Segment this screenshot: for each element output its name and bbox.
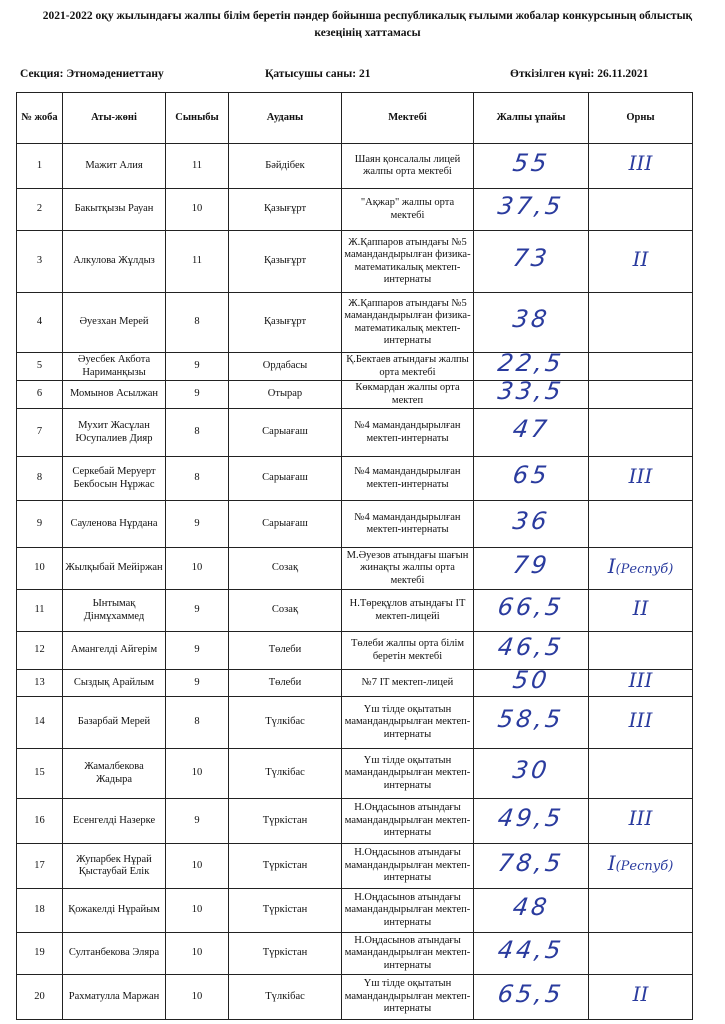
table-row	[17, 844, 693, 889]
place-cell	[589, 632, 693, 670]
handwritten-place: III	[628, 463, 653, 488]
grade-cell: 10	[166, 975, 229, 1020]
district-cell: Төлеби	[229, 632, 342, 670]
district-cell: Созақ	[229, 590, 342, 632]
school-cell: №7 IT мектеп-лицей	[342, 670, 474, 697]
student-name: Мажит Алия	[63, 144, 166, 189]
table-row	[17, 933, 693, 975]
place-cell	[589, 670, 693, 697]
score-cell	[474, 144, 589, 189]
results-table	[16, 92, 693, 1020]
score-cell	[474, 799, 589, 844]
school-cell: Үш тілде оқытатын мамандандырылған мектеп-интернаты	[342, 749, 474, 799]
table-row	[17, 590, 693, 632]
school-cell: Н.Оңдасынов атындағы мамандандырылған мектеп-интернаты	[342, 844, 474, 889]
row-number: 4	[17, 293, 63, 353]
student-name: Жупарбек Нұрай Қыстаубай Елік	[63, 844, 166, 889]
table-row	[17, 889, 693, 933]
grade-cell: 8	[166, 457, 229, 501]
handwritten-score: 78,5	[496, 848, 566, 877]
row-number: 5	[17, 353, 63, 381]
student-name: Есенгелді Назерке	[63, 799, 166, 844]
place-cell	[589, 231, 693, 293]
district-cell: Түлкібас	[229, 697, 342, 749]
handwritten-place: I	[607, 851, 616, 876]
handwritten-score: 22,5	[496, 349, 566, 378]
district-cell: Түлкібас	[229, 749, 342, 799]
held-date: Өткізілген күні: 26.11.2021	[510, 68, 649, 80]
grade-cell: 10	[166, 889, 229, 933]
student-name: Бакытқызы Рауан	[63, 189, 166, 231]
score-cell	[474, 548, 589, 590]
school-cell: №4 мамандандырылған мектеп-интернаты	[342, 409, 474, 457]
student-name: Рахматулла Маржан	[63, 975, 166, 1020]
school-cell: №4 мамандандырылған мектеп-интернаты	[342, 457, 474, 501]
handwritten-score: 44,5	[496, 936, 566, 965]
table-row	[17, 501, 693, 548]
col-header-place: Орны	[589, 93, 693, 144]
row-number: 11	[17, 590, 63, 632]
school-cell: М.Әуезов атындағы шағын жинақты жалпы орта мектебі	[342, 548, 474, 590]
district-cell: Қазығұрт	[229, 189, 342, 231]
col-header-no: № жоба	[17, 93, 63, 144]
section-label: Секция: Этномәдениеттану	[20, 68, 164, 80]
school-cell: "Ақжар" жалпы орта мектебі	[342, 189, 474, 231]
place-cell	[589, 353, 693, 381]
document-title	[40, 8, 695, 42]
place-cell	[589, 189, 693, 231]
school-cell: Үш тілде оқытатын мамандандырылған мектеп-интернаты	[342, 975, 474, 1020]
school-cell: Үш тілде оқытатын мамандандырылған мектеп-интернаты	[342, 697, 474, 749]
school-cell: Көкмардан жалпы орта мектеп	[342, 381, 474, 409]
title-line-2: кезеңінің хаттамасы	[314, 27, 421, 39]
table-row	[17, 144, 693, 189]
district-cell: Түркістан	[229, 799, 342, 844]
district-cell: Түркістан	[229, 933, 342, 975]
grade-cell: 10	[166, 749, 229, 799]
district-cell: Сарыағаш	[229, 409, 342, 457]
student-name: Алкулова Жұлдыз	[63, 231, 166, 293]
district-cell: Созақ	[229, 548, 342, 590]
handwritten-place: II	[632, 595, 649, 620]
score-cell	[474, 844, 589, 889]
row-number: 6	[17, 381, 63, 409]
table-row	[17, 632, 693, 670]
district-cell: Ордабасы	[229, 353, 342, 381]
grade-cell: 9	[166, 501, 229, 548]
row-number: 7	[17, 409, 63, 457]
district-cell: Түркістан	[229, 889, 342, 933]
row-number: 15	[17, 749, 63, 799]
participants-count: Қатысушы саны: 21	[265, 68, 371, 80]
place-cell	[589, 975, 693, 1020]
handwritten-score: 46,5	[496, 633, 566, 662]
student-name: Әуесбек Акбота Нариманқызы	[63, 353, 166, 381]
handwritten-score: 73	[510, 244, 552, 273]
student-name: Жылқыбай Мейіржан	[63, 548, 166, 590]
row-number: 20	[17, 975, 63, 1020]
handwritten-score: 50	[510, 665, 552, 694]
table-row	[17, 381, 693, 409]
place-cell	[589, 457, 693, 501]
handwritten-place: I	[607, 553, 616, 578]
grade-cell: 9	[166, 632, 229, 670]
table-row	[17, 231, 693, 293]
row-number: 17	[17, 844, 63, 889]
handwritten-place: III	[628, 707, 653, 732]
row-number: 8	[17, 457, 63, 501]
handwritten-place-note: (Респуб)	[615, 859, 674, 875]
school-cell: Қ.Бектаев атындағы жалпы орта мектебі	[342, 353, 474, 381]
row-number: 16	[17, 799, 63, 844]
student-name: Момынов Асылжан	[63, 381, 166, 409]
score-cell	[474, 665, 589, 697]
row-number: 12	[17, 632, 63, 670]
school-cell: Ж.Қаппаров атындағы №5 мамандандырылған физика-математикалық мектеп-интернаты	[342, 293, 474, 353]
score-cell	[474, 501, 589, 548]
handwritten-place: III	[628, 806, 653, 831]
score-cell	[474, 749, 589, 799]
handwritten-score: 38	[510, 305, 552, 334]
handwritten-score: 79	[510, 551, 552, 580]
col-header-grade: Сыныбы	[166, 93, 229, 144]
school-cell: Н.Оңдасынов атындағы мамандандырылған мектеп-интернаты	[342, 889, 474, 933]
row-number: 3	[17, 231, 63, 293]
score-cell	[474, 933, 589, 975]
student-name: Серкебай Меруерт Бекбосын Нұржас	[63, 457, 166, 501]
grade-cell: 8	[166, 409, 229, 457]
district-cell: Бәйдібек	[229, 144, 342, 189]
place-cell	[589, 844, 693, 889]
handwritten-score: 37,5	[496, 192, 566, 221]
row-number: 10	[17, 548, 63, 590]
place-cell	[589, 799, 693, 844]
col-header-name: Аты-жөні	[63, 93, 166, 144]
handwritten-place: III	[628, 668, 653, 693]
school-cell: Төлеби жалпы орта білім беретін мектебі	[342, 632, 474, 670]
score-cell	[474, 889, 589, 933]
grade-cell: 9	[166, 381, 229, 409]
student-name: Мухит Жасұлан Юсупалиев Дияр	[63, 409, 166, 457]
score-cell	[474, 457, 589, 501]
grade-cell: 11	[166, 231, 229, 293]
handwritten-score: 30	[510, 756, 552, 785]
student-name: Султанбекова Эляра	[63, 933, 166, 975]
student-name: Жамалбекова Жадыра	[63, 749, 166, 799]
district-cell: Түлкібас	[229, 975, 342, 1020]
score-cell	[474, 189, 589, 231]
row-number: 14	[17, 697, 63, 749]
handwritten-place: II	[632, 982, 649, 1007]
handwritten-score: 36	[510, 506, 552, 535]
handwritten-score: 65	[510, 461, 552, 490]
table-row	[17, 353, 693, 381]
grade-cell: 10	[166, 933, 229, 975]
col-header-score: Жалпы ұпайы	[474, 93, 589, 144]
grade-cell: 9	[166, 590, 229, 632]
district-cell: Түркістан	[229, 844, 342, 889]
district-cell: Сарыағаш	[229, 457, 342, 501]
place-cell	[589, 501, 693, 548]
col-header-school: Мектебі	[342, 93, 474, 144]
handwritten-score: 58,5	[496, 705, 566, 734]
table-row	[17, 975, 693, 1020]
place-cell	[589, 749, 693, 799]
handwritten-score: 48	[510, 893, 552, 922]
col-header-district: Ауданы	[229, 93, 342, 144]
student-name: Амангелді Айгерім	[63, 632, 166, 670]
handwritten-score: 47	[510, 415, 552, 444]
score-cell	[474, 231, 589, 293]
row-number: 2	[17, 189, 63, 231]
handwritten-score: 33,5	[496, 377, 566, 406]
table-body	[17, 144, 693, 1020]
table-row	[17, 409, 693, 457]
place-cell	[589, 409, 693, 457]
grade-cell: 8	[166, 293, 229, 353]
handwritten-score: 65,5	[496, 979, 566, 1008]
place-cell	[589, 889, 693, 933]
handwritten-place: II	[632, 246, 649, 271]
score-cell	[474, 632, 589, 670]
student-name: Ынтымақ Дінмұхаммед	[63, 590, 166, 632]
student-name: Әуезхан Мерей	[63, 293, 166, 353]
table-row	[17, 457, 693, 501]
grade-cell: 10	[166, 844, 229, 889]
school-cell: Шаян қонсалалы лицей жалпы орта мектебі	[342, 144, 474, 189]
handwritten-place: III	[628, 151, 653, 176]
student-name: Сауленова Нұрдана	[63, 501, 166, 548]
grade-cell: 8	[166, 697, 229, 749]
student-name: Сыздық Арайлым	[63, 670, 166, 697]
school-cell: Ж.Қаппаров атындағы №5 мамандандырылған физика-математикалық мектеп-интернаты	[342, 231, 474, 293]
school-cell: Н.Төреқұлов атындағы IT мектеп-лицейі	[342, 590, 474, 632]
handwritten-score: 66,5	[496, 593, 566, 622]
place-cell	[589, 590, 693, 632]
place-cell	[589, 381, 693, 409]
score-cell	[474, 409, 589, 457]
grade-cell: 9	[166, 799, 229, 844]
table-row	[17, 799, 693, 844]
score-cell	[474, 697, 589, 749]
place-cell	[589, 293, 693, 353]
score-cell	[474, 377, 589, 409]
table-row	[17, 548, 693, 590]
place-cell	[589, 548, 693, 590]
district-cell: Қазығұрт	[229, 231, 342, 293]
school-cell: №4 мамандандырылған мектеп-интернаты	[342, 501, 474, 548]
place-cell	[589, 144, 693, 189]
place-cell	[589, 933, 693, 975]
grade-cell: 10	[166, 189, 229, 231]
row-number: 13	[17, 670, 63, 697]
handwritten-score: 49,5	[496, 803, 566, 832]
district-cell: Сарыағаш	[229, 501, 342, 548]
score-cell	[474, 975, 589, 1020]
row-number: 9	[17, 501, 63, 548]
district-cell: Төлеби	[229, 670, 342, 697]
school-cell: Н.Оңдасынов атындағы мамандандырылған мектеп-интернаты	[342, 933, 474, 975]
table-row	[17, 749, 693, 799]
score-cell	[474, 590, 589, 632]
row-number: 1	[17, 144, 63, 189]
score-cell	[474, 293, 589, 353]
district-cell: Отырар	[229, 381, 342, 409]
table-row	[17, 697, 693, 749]
table-row	[17, 670, 693, 697]
grade-cell: 10	[166, 548, 229, 590]
grade-cell: 11	[166, 144, 229, 189]
handwritten-place-note: (Респуб)	[615, 561, 674, 577]
table-row	[17, 293, 693, 353]
place-cell	[589, 697, 693, 749]
grade-cell: 9	[166, 353, 229, 381]
student-name: Базарбай Мерей	[63, 697, 166, 749]
row-number: 19	[17, 933, 63, 975]
grade-cell: 9	[166, 670, 229, 697]
handwritten-score: 55	[510, 148, 552, 177]
school-cell: Н.Оңдасынов атындағы мамандандырылған мектеп-интернаты	[342, 799, 474, 844]
district-cell: Қазығұрт	[229, 293, 342, 353]
table-row	[17, 189, 693, 231]
table-header-row	[17, 93, 693, 144]
title-line-1: 2021-2022 оқу жылындағы жалпы білім беретін пәндер бойынша республикалық ғылыми жобалар конкурсының облыстық	[42, 10, 693, 22]
student-name: Қожакелді Нұрайым	[63, 889, 166, 933]
row-number: 18	[17, 889, 63, 933]
